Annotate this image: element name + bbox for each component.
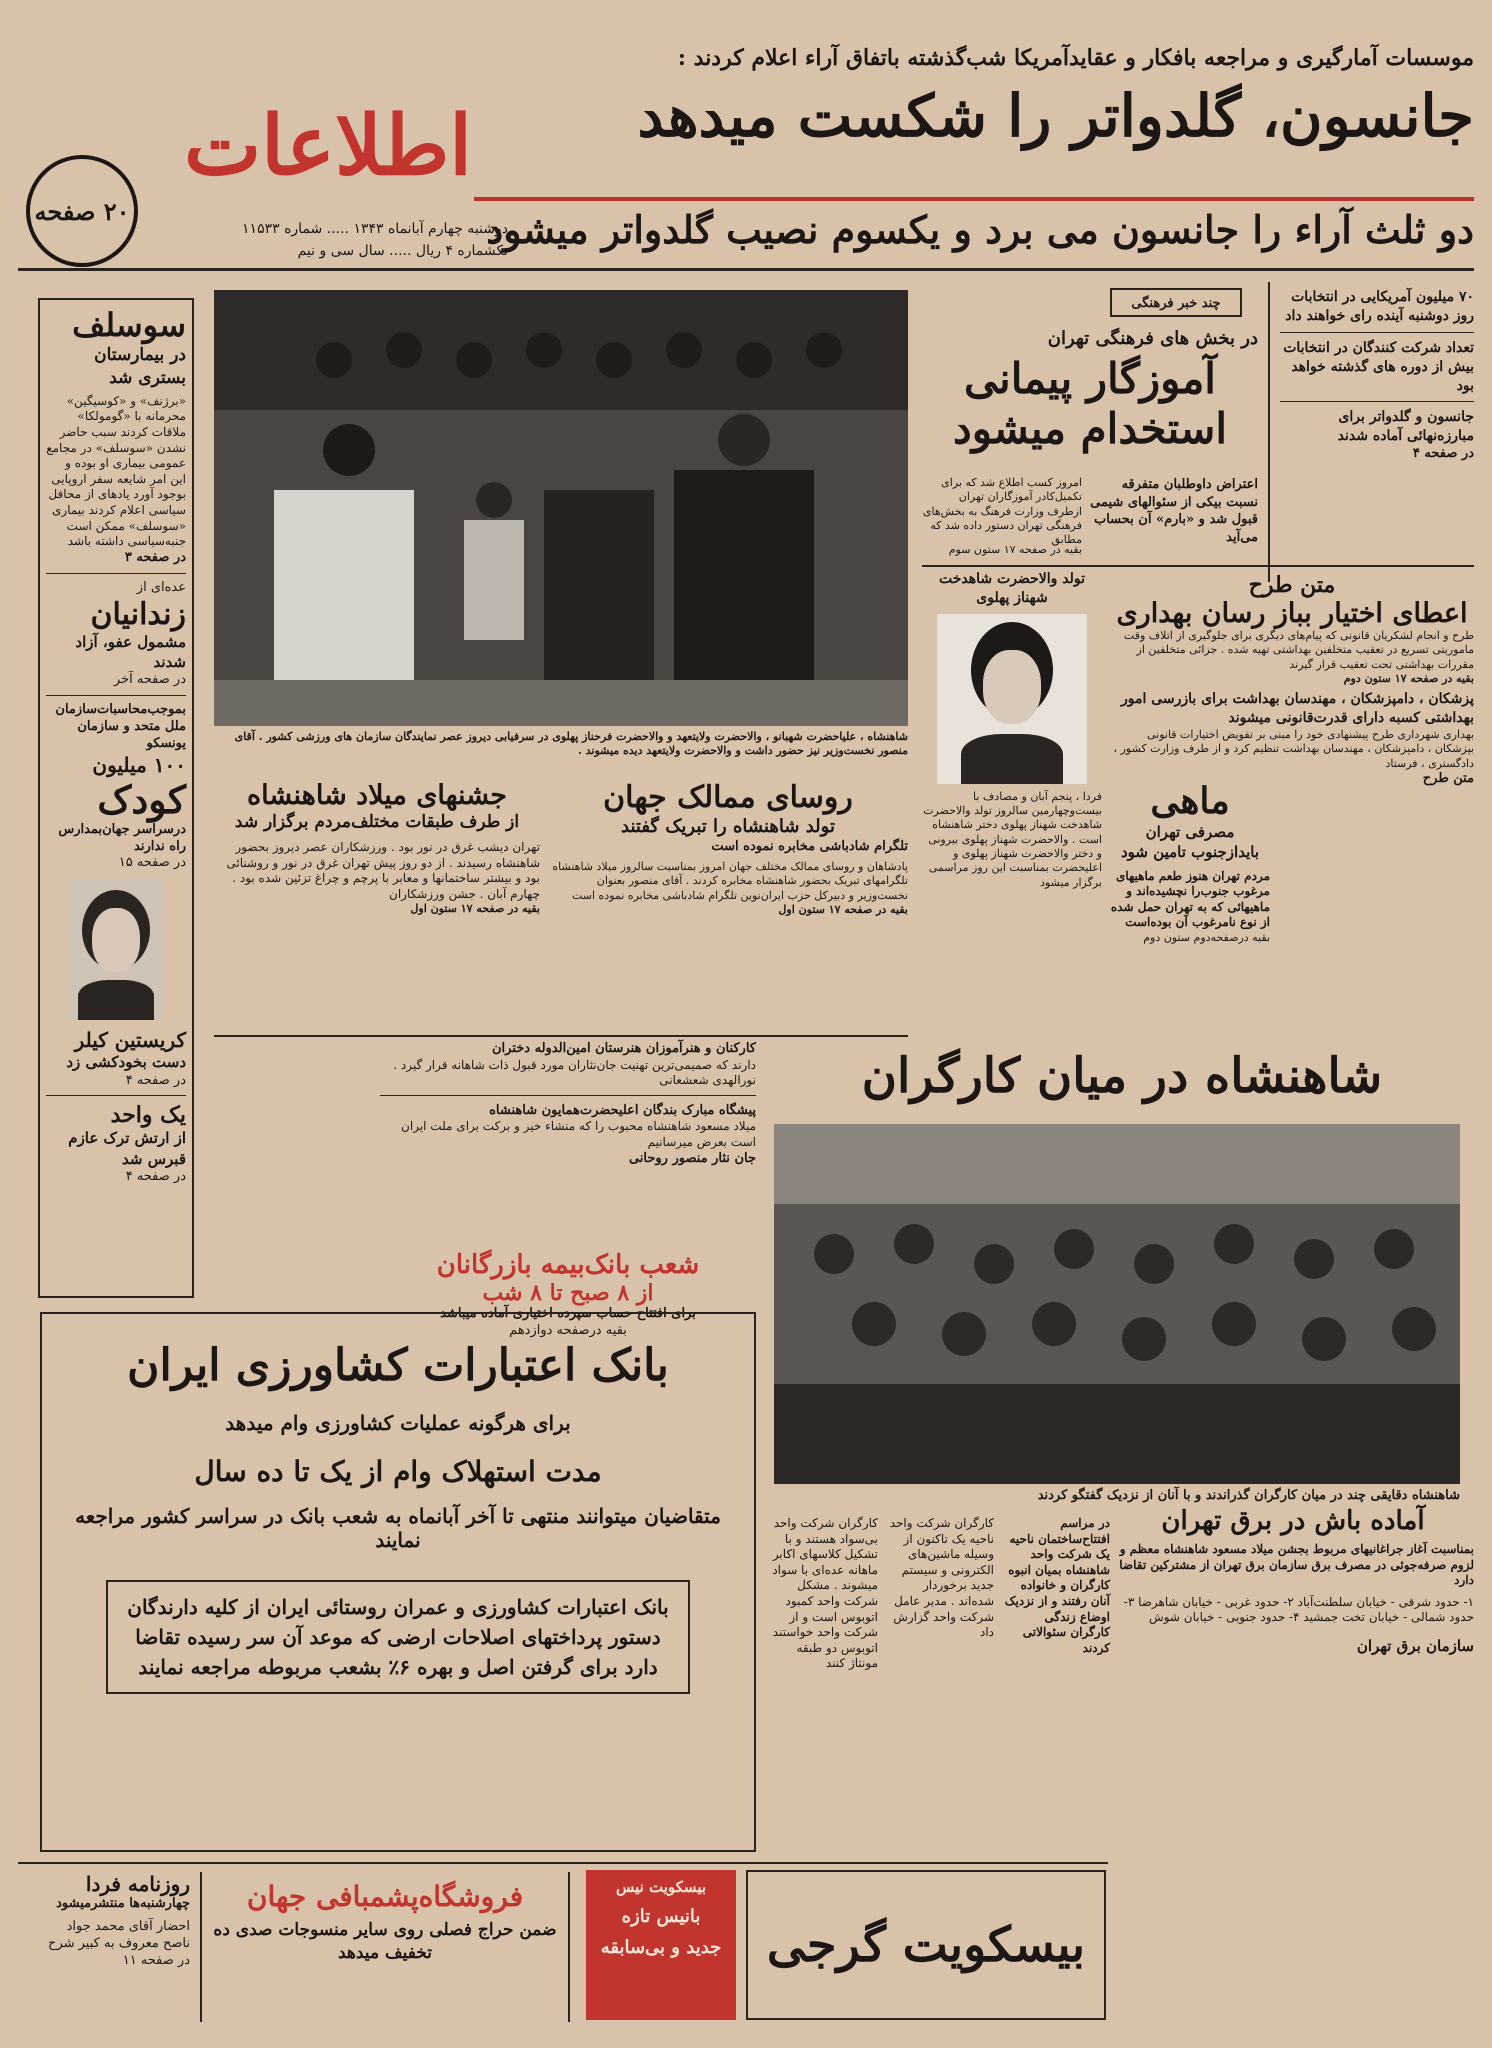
unesco-count: ۱۰۰ میلیون: [92, 752, 186, 777]
biscuit-title: بیسکویت گرجی: [766, 1917, 1086, 1973]
workers-body1: دارند که صمیمی‌ترین تهنیت جان‌نثاران مورد قبول ذات شاهانه قرار گیرد . نورالهدی شعشعانی: [393, 1057, 756, 1088]
workers-body2: میلاد مسعود شاهنشاه محبوب را که منشاء خیر و برکت برای ملت ایران است بعرض میرسانیم: [401, 1119, 756, 1149]
fish-section: [1110, 780, 1270, 1040]
agri-bank-notice-box: [106, 1580, 690, 1694]
birthday-title: تولد والاحضرت شاهدخت شهناز پهلوی: [939, 571, 1085, 606]
plan-kicker: متن طرح: [1248, 572, 1336, 598]
almanac-sub: چهارشنبه‌ها منتشرمیشود: [56, 1896, 190, 1911]
store-body: ضمن حراج فصلی روی سایر منسوجات صدی ده تخفیف میدهد: [213, 1920, 557, 1963]
royal-photo-illustration: [214, 290, 908, 726]
yekvahed-title: یک واحد: [110, 1102, 186, 1129]
biscuit-small-top: بیسکویت نیس: [615, 1878, 707, 1896]
workers-col1: در مراسم افتتاح‌ساختمان ناحیه یک شرکت واحد شاهنشاه بمیان انبوه کارگران و خانواده آنان رفتند و از نزدیک اوضاع زندگی کارگران سئوالاتی کردند: [1004, 1516, 1110, 1655]
sokolf-ref: در صفحه ۳: [124, 549, 186, 565]
workers-photo-illustration: [774, 1124, 1460, 1484]
biscuit-small-mid: بانیس تازه: [621, 1906, 701, 1927]
fish-ref: بقیه درصفحه‌دوم ستون دوم: [1143, 930, 1270, 944]
electric-sign: سازمان برق تهران: [1356, 1636, 1474, 1655]
bank-bazar-hours: از ۸ صبح تا ۸ شب: [482, 1280, 654, 1306]
issue-line2: تکشماره ۴ ریال ..... سال سی و نیم: [297, 243, 508, 259]
agri-bank-line2: مدت استهلاک وام از یک تا ده سال: [194, 1455, 602, 1488]
electric-areas: ۱- حدود شرقی - خیابان سلطنت‌آباد ۲- حدود غربی - خیابان شاهرضا ۳- حدود شمالی - خیابان تخت جمشید ۴- حدود جنوبی - خیابان شوش: [1123, 1594, 1474, 1625]
heads-sub: تولد شاهنشاه را تبریک گفتند: [621, 816, 835, 837]
agri-bank-notice: بانک اعتبارات کشاورزی و عمران روستائی ایران از کلیه دارندگان دستور پرداختهای اصلاحات ارضی که موعد آن سر رسیده تقاضا دارد برای گرفتن اصل و بهره ۶٪ بشعب مربوطه مراجعه نمایند: [127, 1595, 669, 1679]
royal-photo-caption: شاهنشاه ، علیاحضرت شهبانو ، والاحضرت ولایتعهد و والاحضرت فرحناز پهلوی در سرفیابی دیروز عصر نمایندگان سازمان های ورزشی کشور . آقای منصور نخست‌وزیر نیز حضور داشت و والاحضرت ولایتعهد دیده میشوند .: [234, 730, 908, 758]
plan-bullet2: متن طرح: [1422, 770, 1474, 786]
issue-line1: دوشنبه چهارم آبانماه ۱۳۴۳ ..... شماره ۱۱۵۳۳: [242, 221, 508, 237]
sokolf-title: سوسلف: [72, 306, 186, 344]
fish-bullet: مردم تهران هنوز طعم ماهیهای مرغوب جنوب‌را نچشیده‌اند و ماهیهائی که به تهران حمل شده از نوع نامرغوب آن بوده‌است: [1110, 868, 1270, 930]
masthead: [18, 45, 1474, 263]
kriss-title: کریستین کیلر: [74, 1028, 186, 1053]
left-sidebar: [38, 298, 194, 1298]
agri-bank-line1: برای هرگونه عملیات کشاورزی وام میدهد: [225, 1411, 571, 1435]
culture-body1: امروز کسب اطلاع شد که برای تکمیل‌کادر آموزگاران تهران ازطرف وزارت فرهنگ به بخش‌های فرهنگی تهران دستور داده شد که مطابق: [922, 476, 1082, 547]
celebrations-body: تهران دیشب غرق در نور بود . ورزشکاران عصر دیروز بحضور شاهنشاه رسیدند . از دو روز پیش تهران غرق در نور و روشنائی بود و بیشتر ساختمانها و معابر با پرچم و چراغ تزئین شده بود . چهارم آبان . جشن ورزشکاران: [226, 839, 540, 901]
electric-body: بمناسبت آغاز جراغانیهای مربوط بجشن میلاد مسعود شاهنشاه معظم و لزوم صرفه‌جوئی در مصرف برق سازمان برق تهران از مشترکین تقاضا دارد: [1119, 1542, 1474, 1588]
sokolf-body: «برژنف» و «کوسیگین» محرمانه با «گومولکا» ملاقات کردند سبب حاضر نشدن «سوسلف» در مجامع عمومی بیماری او بوده و این امر شایعه سفر اروپایی بوجود آورد یادهای از محافل سیاسی اعلام کردند بیماری «سوسلف» ممکن است جنبه‌سیاسی داشته باشد: [46, 393, 186, 549]
masthead-kicker: موسسات آمارگیری و مراجعه بافکار و عقایدآمریکا شب‌گذشته باتفاق آراء اعلام کردند :: [677, 45, 1474, 71]
unesco-ref: در صفحه ۱۵: [118, 855, 186, 871]
bank-bazar-title: شعب بانک‌بیمه بازرگانان: [436, 1250, 700, 1280]
shahnaz-photo: [937, 614, 1087, 784]
heads-sub2: تلگرام شادباشی مخابره نموده است: [711, 839, 908, 855]
plan-body2: بهداری شهرداری طرح پیشنهادی خود را مبنی بر تفویض اختیارات قانونی بپزشکان ، دامپزشکان ، مهندسان بهداشت تنظیم کرد و از طرف وزارت کشور ، دادگستری ، فرستاد: [1113, 727, 1474, 770]
kriss-sub: دست بخودکشی زد: [66, 1053, 186, 1072]
celebrations-headline: جشنهای میلاد شاهنشاه: [247, 780, 507, 811]
pages-badge: [26, 155, 138, 267]
birthday-section: [922, 570, 1102, 990]
store-ad: [200, 1872, 570, 2022]
plan-body: طرح و انجام لشکریان قانونی که پیام‌های دیگری برای جلوگیری از اتلاف وقت ماموریتی تسریع در تعقیب متخلفین بهداشتی تهیه شده . جزائی متخلفین از مقررات بهداشتی تحت تعقیب قرار گیرند: [1123, 629, 1474, 671]
store-title: فروشگاه‌پشمبافی جهان: [246, 1880, 524, 1913]
electric-section: [1112, 1506, 1474, 2026]
newspaper-logo: اطلاعات: [183, 98, 473, 194]
heads-headline: روسای ممالک جهان: [603, 780, 853, 815]
unesco-sub: درسراسر جهان‌بمدارس راه ندارند: [58, 821, 186, 854]
culture-body1-ref: بقیه در صفحه ۱۷ ستون سوم: [948, 543, 1082, 556]
king-workers-caption: شاهنشاه دقایقی چند در میان کارگران گذراندند و با آنان از نزدیک گفتگو کردند: [1037, 1488, 1460, 1503]
workers-text: [770, 1516, 1110, 1846]
prisoners-ref: در صفحه‌ آخر: [113, 672, 186, 688]
culture-bullet: اعتراض داوطلبان متفرقه نسبت بیکی از سئوالهای شیمی قبول شد و «بارم» آن بحساب می‌آید: [1090, 477, 1258, 545]
biscuit-ad: [746, 1870, 1106, 2020]
main-headline: جانسون، گلدواتر را شکست میدهد: [637, 82, 1474, 150]
bank-bazar-note: برای افتتاح حساب سپرده اختیاری آماده میباشد: [440, 1306, 696, 1321]
plan-headline: اعطای اختیار بباز رسان بهداری: [1116, 598, 1468, 629]
biscuit-small-bot: جدید و بی‌سابقه: [600, 1937, 722, 1958]
workers-box: [380, 1040, 756, 1240]
fish-headline: ماهی: [1150, 780, 1230, 822]
royal-photo: [214, 290, 908, 726]
sub-headline: دو ثلث آراء را جانسون می برد و یکسوم نصیب گلدواتر میشود: [486, 207, 1474, 252]
electric-headline: آماده باش در برق تهران: [1161, 1506, 1425, 1536]
agri-bank-title: بانک اعتبارات کشاورزی ایران: [127, 1340, 669, 1391]
heads-body: پادشاهان و روسای ممالک مختلف جهان امروز بمناسبت سالروز میلاد شاهنشاه تلگرامهای تبریک بحضور شاهنشاه مخابره کردند . آقای منصور بعنوان نخست‌وزیر و دبیرکل حزب ایران‌نوین تلگرام شادباشی مخابره نموده است: [552, 860, 908, 902]
workers-title2: پیشگاه مبارک بندگان اعلیحضرت‌همایون شاهنشاه: [489, 1102, 756, 1118]
almanac-title: روزنامه فردا: [85, 1872, 190, 1896]
yekvahed-sub: از ارتش ترک عازم قبرس شد: [68, 1129, 186, 1168]
pages-badge-text: ۲۰ صفحه: [34, 196, 130, 226]
culture-kicker: در بخش های فرهنگی تهران: [1047, 328, 1258, 349]
kriss-ref: در صفحه ۴: [125, 1072, 186, 1088]
heads-section: [548, 780, 908, 1030]
yekvahed-ref: در صفحه ۴: [125, 1168, 186, 1184]
culture-headline: آموزگار پیمانی استخدام میشود: [952, 354, 1228, 453]
sokolf-sub: در بیمارستان بستری شد: [94, 345, 186, 388]
news-item3-ref: در صفحه ۴: [1412, 446, 1474, 462]
news-item2: تعداد شرکت کنندگان در انتخابات بیش از دوره های گذشته خواهد بود: [1283, 339, 1474, 394]
workers-photo: [774, 1124, 1460, 1484]
plan-bullet1: پزشکان ، دامپزشکان ، مهندسان بهداشت برای بازرسی امور بهداشتی کسبه دارای قدرت‌قانونی میشوند: [1120, 691, 1474, 727]
heads-ref: بقیه در صفحه ۱۷ ستون اول: [778, 903, 908, 917]
celebrations-sub: از طرف طبقات مختلف‌مردم برگزار شد: [234, 812, 520, 832]
almanac-ad: [40, 1872, 190, 2022]
prisoners-sub: مشمول عفو، آزاد شدند: [75, 632, 186, 671]
kriss-photo: [68, 880, 164, 1020]
plan-ref: بقیه در صفحه ۱۷ ستون دوم: [1343, 671, 1474, 685]
celebrations-ref: بقیه در صفحه ۱۷ ستون اول: [410, 902, 540, 916]
news-item1: ۷۰ میلیون آمریکایی در انتخابات روز دوشنبه آینده رای خواهند داد: [1285, 289, 1474, 324]
birthday-body: فردا ، پنجم آبان و مصادف با بیست‌وچهارمین سالروز تولد والاحضرت شاهدخت شهناز پهلوی دختر شاهنشاه است . والاحضرت شهناز پهلوی بیرونی و دختر والاحضرت شهناز پهلوی و اعلیحضرت بمناسبت این روز مراسمی برگزار میشود: [923, 789, 1102, 889]
agri-bank-line3: متقاضیان میتوانند منتهی تا آخر آبانماه به شعب بانک در سراسر کشور مراجعه نمایند: [75, 1504, 721, 1552]
biscuit-small-ad: [586, 1870, 736, 2020]
unesco-title: کودک: [97, 776, 186, 822]
workers-col2: کارگران شرکت واحد ناحیه یک تاکنون از وسیله ماشین‌های الکترونی و سیستم جدید برخوردار شده‌اند . مدیر عامل شرکت واحد گزارش داد: [889, 1516, 994, 1640]
agri-bank-ad: [40, 1312, 756, 1852]
culture-section: [922, 288, 1258, 578]
almanac-body: احضار آقای محمد جواد ناصح معروف به کبیر شرح در صفحه ۱۱: [48, 1918, 190, 1968]
king-workers-headline: شاهنشاه در میان کارگران: [861, 1048, 1383, 1104]
prisoners-title: زندانیان: [90, 596, 186, 632]
fish-sub: مصرفی تهران بایدازجنوب تامین شود: [1120, 823, 1260, 862]
divider: [18, 268, 1474, 271]
far-right-news: [1280, 288, 1474, 588]
unesco-body: بموجب‌محاسبات‌سازمان ملل متحد و سازمان یونسکو: [55, 701, 186, 751]
news-item3: جانسون و گلدواتر برای مبارزه‌نهائی آماده شدند: [1337, 409, 1474, 445]
workers-col3: کارگران شرکت واحد بی‌سواد هستند و با تشکیل کلاسهای اکابر ماهانه عده‌ای با سواد میشوند . مشکل شرکت واحد کمبود اتوبوس است و از شرکت واحد خواستند اتوبوس دو طبقه مونتاژ کنند: [772, 1516, 878, 1671]
workers-title1: کارکنان و هنرآموزان هنرستان امین‌الدوله دختران: [492, 1041, 756, 1056]
bank-bazar-ref: بقیه درصفحه دوازدهم: [509, 1322, 627, 1338]
culture-tag: چند خبر فرهنگی: [1110, 288, 1242, 317]
workers-sign: جان نثار منصور روحانی: [628, 1151, 756, 1167]
prisoners-pre: عده‌ای از: [136, 579, 186, 595]
